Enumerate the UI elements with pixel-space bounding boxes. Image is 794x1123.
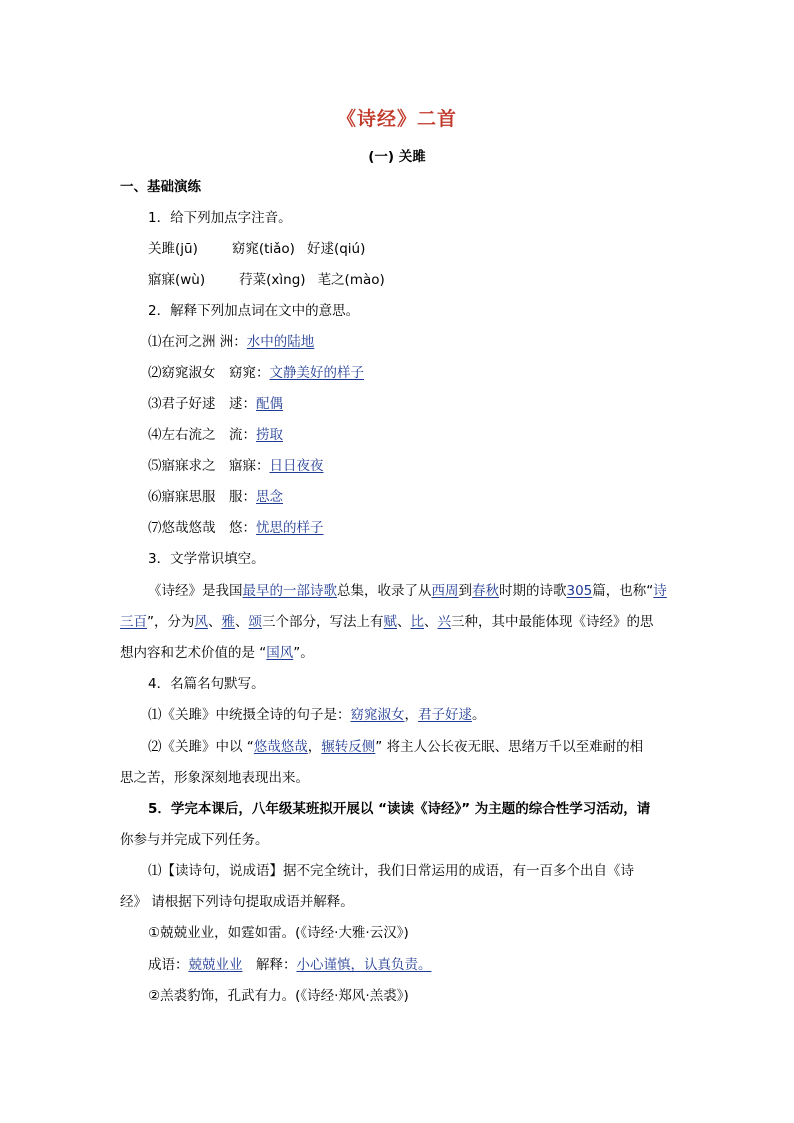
q1-prompt: 1．给下列加点字注音。 [148,210,292,226]
q4-prompt: 4．名篇名句默写。 [148,676,265,692]
pinyin-item: 荇菜(xìng) [239,272,306,288]
q5-prompt: 5．学完本课后，八年级某班拟开展以 “读读《诗经》” 为主题的综合性学习活动，请 [148,801,651,817]
q5-prompt-cont: 你参与并完成下列任务。 [120,832,269,848]
q5-part1-cont: 经》 请根据下列诗句提取成语并解释。 [120,894,354,910]
answer-text: 捞取 [256,427,283,443]
q4-item2: ⑵《关雎》中以 “悠哉悠哉，辗转反侧” 将主人公长夜无眠、思绪万千以至难耐的相 [148,739,644,755]
q2-item: ⑶君子好逑 逑：配偶 [148,396,283,412]
q3-line1: 《诗经》是我国最早的一部诗歌总集，收录了从西周到春秋时期的诗歌305篇，也称“诗 [148,583,667,599]
pinyin-item: 窈窕(tiǎo) [231,241,295,257]
answer-text: 赋 [383,614,397,630]
answer-text: 配偶 [256,396,283,412]
q5-example1: ①兢兢业业，如霆如雷。(《诗经·大雅·云汉》) [148,925,409,941]
answer-text: 窈窕淑女 [350,707,405,723]
answer-text: 文静美好的样子 [269,365,364,381]
answer-text: 雅 [221,614,235,630]
section-heading: 一、基础演练 [120,179,201,195]
q2-item: ⑸寤寐求之 寤寐：日日夜夜 [148,458,324,474]
answer-text: 小心谨慎，认真负责。 [296,957,432,973]
q2-item: ⑴在河之洲 洲：水中的陆地 [148,334,315,350]
q2-item: ⑺悠哉悠哉 悠：忧思的样子 [148,520,324,536]
answer-text: 辗转反侧 [321,739,376,755]
answer-text: 日日夜夜 [269,458,324,474]
q4-item1: ⑴《关雎》中统摄全诗的句子是：窈窕淑女，君子好逑。 [148,707,486,723]
q2-prompt: 2．解释下列加点词在文中的意思。 [148,303,360,319]
answer-text: 三百 [120,614,147,630]
q3-line3: 想内容和艺术价值的是 “国风”。 [120,645,314,661]
answer-text: 国风 [266,645,294,661]
answer-text: 风 [194,614,208,630]
pinyin-item: 寤寐(wù) [148,272,206,288]
q3-line2: 三百”，分为风、雅、颂三个部分，写法上有赋、比、兴三种，其中最能体现《诗经》的思 [120,614,654,630]
q4-item2-cont: 思之苦，形象深刻地表现出来。 [120,770,309,786]
pinyin-item: 好逑(qiú) [306,241,366,257]
q2-item: ⑷左右流之 流：捞取 [148,427,283,443]
answer-text: 西周 [431,583,459,599]
answer-text: 水中的陆地 [246,334,315,350]
q1-row1 [148,239,708,259]
answer-text: 比 [410,614,424,630]
q1-row2 [148,270,708,290]
answer-text: 诗 [653,583,667,599]
q5-example1-answer: 成语：兢兢业业 解释：小心谨慎，认真负责。 [148,957,432,973]
answer-text: 兴 [437,614,451,630]
q2-item: ⑹寤寐思服 服：思念 [148,489,283,505]
q3-prompt: 3．文学常识填空。 [148,551,265,567]
pinyin-item: 关雎(jū) [148,241,198,257]
answer-text: 春秋 [472,583,499,599]
q2-item: ⑵窈窕淑女 窈窕：文静美好的样子 [148,365,364,381]
q5-part1: ⑴【读诗句，说成语】据不完全统计，我们日常运用的成语，有一百多个出自《诗 [148,863,634,879]
answer-text: 悠哉悠哉 [253,739,308,755]
answer-text: 305 [566,583,593,599]
page-title: 《诗经》二首 [336,108,457,130]
answer-text: 最早的一部诗歌 [242,583,337,599]
page-subtitle: (一) 关雎 [368,149,426,165]
answer-text: 思念 [256,489,283,505]
answer-text: 君子好逑 [418,707,472,723]
q5-example2: ②羔裘豹饰，孔武有力。(《诗经·郑风·羔裘》) [148,988,409,1004]
answer-text: 颂 [248,614,262,630]
pinyin-item: 芼之(mào) [317,272,385,288]
answer-text: 兢兢业业 [188,957,243,973]
answer-text: 忧思的样子 [256,520,324,536]
